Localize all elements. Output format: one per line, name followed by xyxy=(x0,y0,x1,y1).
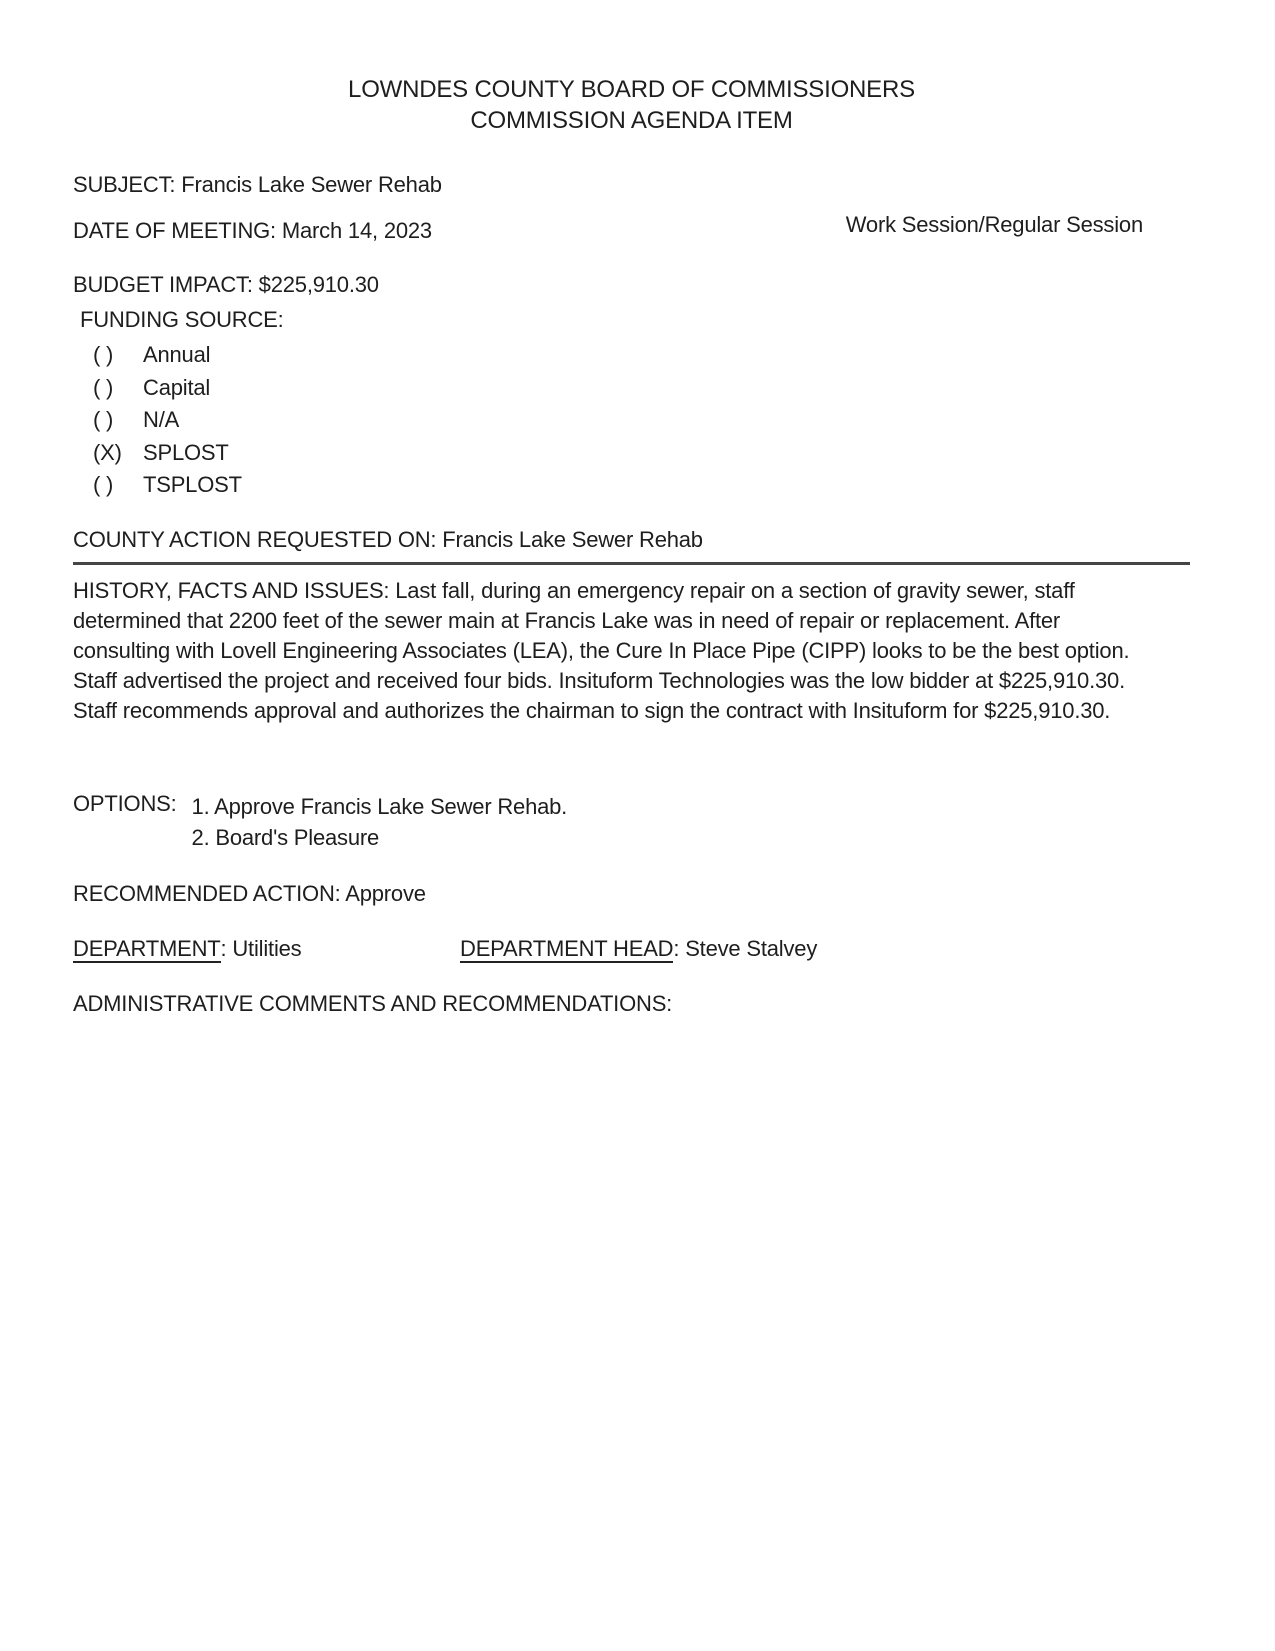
title-line-2: COMMISSION AGENDA ITEM xyxy=(470,107,793,134)
funding-source-label: FUNDING SOURCE: xyxy=(80,307,284,332)
document-title xyxy=(73,74,1190,136)
subject-value: Francis Lake Sewer Rehab xyxy=(181,172,442,197)
funding-option-label: Annual xyxy=(143,342,211,368)
recommended-action-value: Approve xyxy=(345,881,426,906)
funding-option-annual xyxy=(0,339,242,372)
funding-source-list xyxy=(0,339,242,502)
option-item-2: 2. Board's Pleasure xyxy=(191,825,380,850)
department-group xyxy=(73,936,301,961)
funding-option-splost xyxy=(0,437,242,470)
checkbox-splost-checked: (X) xyxy=(93,439,122,465)
funding-option-label: Capital xyxy=(143,374,211,400)
options-block xyxy=(73,791,567,853)
session-type: Work Session/Regular Session xyxy=(845,212,1143,237)
funding-option-label: SPLOST xyxy=(143,439,229,465)
department-head-group xyxy=(460,936,817,963)
admin-comments-label: ADMINISTRATIVE COMMENTS AND RECOMMENDATIONS: xyxy=(73,991,673,1016)
department-row xyxy=(73,936,1190,963)
funding-option-na xyxy=(0,404,242,437)
option-item-1: 1. Approve Francis Lake Sewer Rehab. xyxy=(191,794,568,819)
section-divider-rule xyxy=(73,562,1190,565)
budget-impact-value: $225,910.30 xyxy=(258,272,379,297)
title-line-1: LOWNDES COUNTY BOARD OF COMMISSIONERS xyxy=(348,76,915,103)
recommended-action-row xyxy=(73,881,426,907)
history-facts-paragraph: HISTORY, FACTS AND ISSUES: Last fall, during an emergency repair on a section of gravity sewer, staff determined that 2200 feet of the sewer main at Francis Lake was in need of repair or replacement. After consulting with Lovell Engineering Associates (LEA), the Cure In Place Pipe (CIPP) looks to be the best option. Staff advertised the project and received four bids. Insituform Technologies was the low bidder at $225,910.30. Staff recommends approval and authorizes the chairman to sign the contract with Insituform for $225,910.30. xyxy=(73,578,1130,723)
budget-impact-row xyxy=(73,272,379,298)
subject-label: SUBJECT: xyxy=(73,172,176,197)
department-head-label: DEPARTMENT HEAD xyxy=(460,936,674,961)
department-label: DEPARTMENT xyxy=(73,936,221,961)
meeting-date-row xyxy=(73,218,432,244)
county-action-value: Francis Lake Sewer Rehab xyxy=(442,527,703,552)
funding-option-tsplost xyxy=(0,469,242,502)
checkbox-tsplost: ( ) xyxy=(93,472,114,498)
department-head-value: : Steve Stalvey xyxy=(673,936,818,961)
recommended-action-label: RECOMMENDED ACTION: xyxy=(73,881,341,906)
department-value: : Utilities xyxy=(220,936,302,961)
budget-impact-label: BUDGET IMPACT: xyxy=(73,272,253,297)
meeting-date-value: March 14, 2023 xyxy=(281,218,432,243)
checkbox-capital: ( ) xyxy=(93,374,114,400)
funding-option-capital xyxy=(0,372,242,405)
funding-option-label: N/A xyxy=(143,407,180,433)
options-label: OPTIONS: xyxy=(73,791,177,816)
county-action-label: COUNTY ACTION REQUESTED ON: xyxy=(73,527,437,552)
checkbox-na: ( ) xyxy=(93,407,114,433)
subject-row xyxy=(73,172,442,198)
options-items xyxy=(192,791,568,853)
county-action-row xyxy=(73,527,1190,553)
funding-option-label: TSPLOST xyxy=(143,472,242,498)
checkbox-annual: ( ) xyxy=(93,342,114,368)
meeting-date-label: DATE OF MEETING: xyxy=(73,218,276,243)
